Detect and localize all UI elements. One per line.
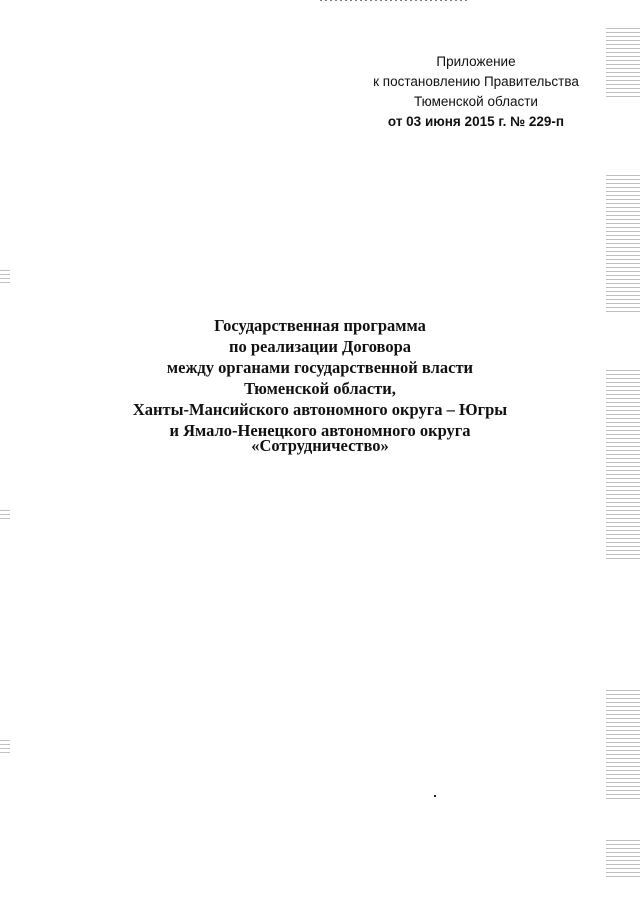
scan-artifact-left: [0, 270, 10, 286]
appendix-label: Приложение: [436, 54, 516, 69]
appendix-header: [350, 52, 602, 132]
scan-artifact-top: [320, 0, 470, 1]
scan-artifact-right: [606, 28, 640, 98]
appendix-date-number: от 03 июня 2015 г. № 229-п: [387, 114, 565, 129]
scan-artifact-right: [606, 175, 640, 315]
appendix-resolution: к постановлению Правительства: [373, 74, 579, 89]
scan-artifact-left: [0, 740, 10, 756]
title-line: и Ямало-Ненецкого автономного округа: [169, 421, 471, 440]
appendix-region: Тюменской области: [414, 94, 538, 109]
title-line: по реализации Договора: [228, 337, 412, 356]
program-name: «Сотрудничество»: [251, 436, 389, 455]
scan-speck: [434, 795, 436, 797]
scan-artifact-left: [0, 510, 10, 520]
title-line: Государственная программа: [214, 316, 426, 335]
title-line: Ханты-Мансийского автономного округа – Югры: [132, 400, 508, 419]
program-title: [90, 315, 550, 441]
title-line: между органами государственной власти: [166, 358, 474, 377]
scan-artifact-right: [606, 690, 640, 800]
scan-artifact-right: [606, 840, 640, 880]
title-line: Тюменской области,: [244, 379, 396, 398]
scan-artifact-right: [606, 370, 640, 560]
